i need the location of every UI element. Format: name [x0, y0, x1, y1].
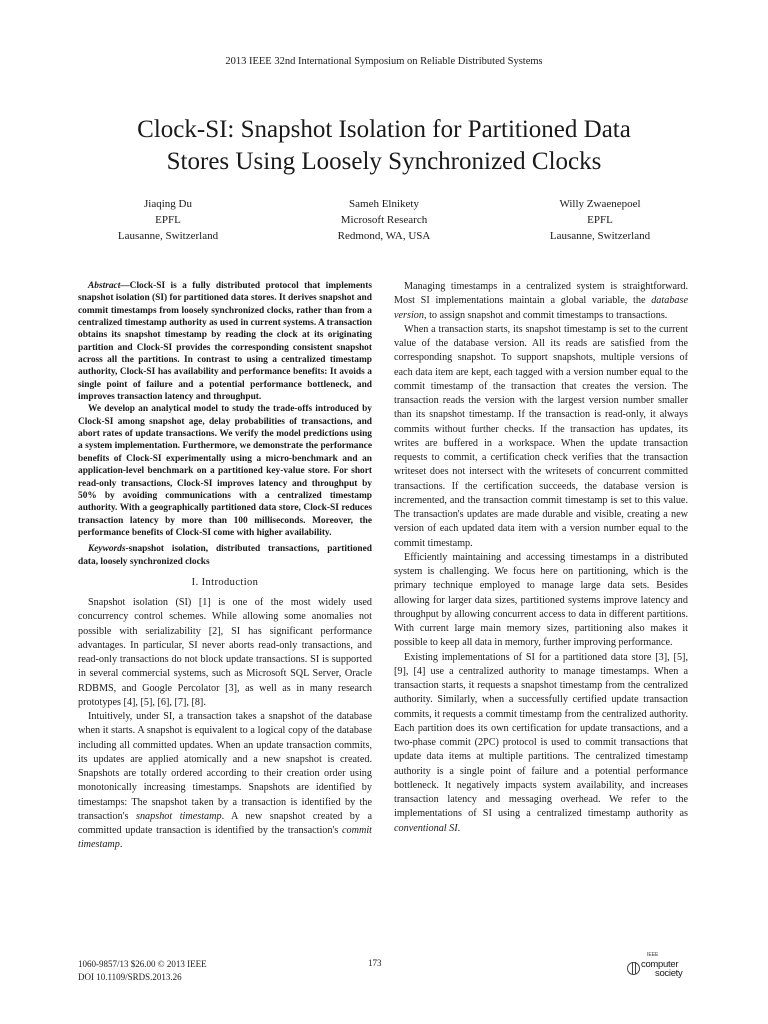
- author-affiliation: EPFL: [587, 214, 613, 226]
- page-number: 173: [368, 958, 382, 968]
- title-line-2: Stores Using Loosely Synchronized Clocks: [166, 148, 602, 175]
- intro-paragraph-1: Snapshot isolation (SI) [1] is one of the most widely used concurrency control schemes. While allowing some anomalies not possible with serializability [2], SI has significant performance advantages. In particular, SI never aborts read-only transactions, and read-only transactions do not block update transactions. SI is supported in several commercial systems, such as Microsoft SQL Server, Oracle RDBMS, and Google Percolator [3], as well as in many research prototypes [4], [5], [6], [7], [8].: [78, 597, 372, 708]
- author-location: Lausanne, Switzerland: [117, 230, 219, 242]
- footer-copyright: [78, 958, 207, 984]
- logo-text-line-1: computer: [641, 959, 679, 970]
- conference-header: 2013 IEEE 32nd International Symposium on Reliable Distributed Systems: [225, 56, 543, 67]
- author-3: [492, 196, 708, 244]
- logo-ieee-text: IEEE: [647, 952, 659, 958]
- author-name: Jiaqing Du: [144, 198, 192, 210]
- author-block: [60, 196, 708, 244]
- section-heading-introduction: I. Introduction: [191, 576, 259, 588]
- author-location: Lausanne, Switzerland: [549, 230, 651, 242]
- keywords: Keywords-snapshot isolation, distributed transactions, partitioned data, loosely synchronized clocks: [78, 544, 372, 567]
- globe-icon: [627, 962, 640, 975]
- title-line-1: Clock-SI: Snapshot Isolation for Partitioned Data: [137, 116, 631, 143]
- abstract-label: Abstract: [88, 281, 121, 291]
- author-1: [60, 196, 276, 244]
- right-column: [394, 280, 688, 836]
- intro-paragraph-2: Intuitively, under SI, a transaction takes a snapshot of the database when it starts. A snapshot is equivalent to a logical copy of the database including all committed updates. When an update transaction commits, its updates are applied atomically and a new snapshot is created. Snapshots are totally ordered according to their creation order using monotonically increasing timestamps. Snapshots are identified by timestamps: The snapshot taken by a transaction is identified by the transaction's snapshot timestamp. A new snapshot created by a committed update transaction is identified by the transaction's commit timestamp.: [78, 711, 372, 851]
- paper-title: [0, 114, 768, 178]
- author-affiliation: Microsoft Research: [340, 214, 428, 226]
- ieee-computer-society-logo: [625, 952, 685, 984]
- body-paragraph-4: Existing implementations of SI for a partitioned data store [3], [5], [9], [4] use a centralized authority to manage timestamps. When a transaction starts, it requests a snapshot timestamp from the centralized authority. Similarly, when a successfully certified update transaction commits, it requests a commit timestamp from the centralized authority. Each partition does its own certification for update transactions, and a two-phase commit (2PC) protocol is used to commit transactions that update data items at multiple partitions. The centralized timestamp authority is a single point of failure and a potential performance bottleneck. It negatively impacts system availability, and increases transaction latency and messaging overhead. We refer to the implementations of SI using a centralized timestamp authority as conventional SI.: [394, 651, 688, 834]
- logo-text-line-2: society: [655, 968, 683, 979]
- author-location: Redmond, WA, USA: [337, 230, 431, 242]
- author-name: Willy Zwaenepoel: [559, 198, 641, 210]
- body-paragraph-2: When a transaction starts, its snapshot timestamp is set to the current value of the database version. All its reads are satisfied from the corresponding snapshot. To support snapshots, multiple versions of each data item are kept, each tagged with a version number equal to the commit timestamp of the transaction that creates the version. The transaction reads the version with the largest version number smaller than its snapshot timestamp. If the transaction is read-only, it always commits without further checks. If the transaction has updates, its writes are buffered in a workspace. When the update transaction requests to commit, a certification check verifies that the transaction writeset does not intersect with the writesets of concurrent committed transactions. If the certification succeeds, the database version is incremented, and the transaction commit timestamp is set to this value. The transaction's updates are made durable and visible, creating a new version of each updated data item with a version number equal to the commit timestamp.: [394, 323, 688, 549]
- author-name: Sameh Elnikety: [349, 198, 419, 210]
- abstract-paragraph-1: Abstract—Clock-SI is a fully distributed protocol that implements snapshot isolation (SI) for partitioned data stores. It derives snapshot and commit timestamps from loosely synchronized clocks, rather than from a centralized timestamp authority as used in current systems. A transaction obtains its snapshot timestamp by reading the clock at its originating partition and Clock-SI provides the corresponding consistent snapshot across all the partitions. In contrast to using a centralized timestamp authority, Clock-SI has availability and performance benefits: It avoids a single point of failure and a potential performance bottleneck, and improves transaction latency and throughput.: [78, 281, 372, 403]
- keywords-label: Keywords: [88, 544, 126, 555]
- author-2: [276, 196, 492, 244]
- body-paragraph-3: Efficiently maintaining and accessing timestamps in a distributed system is challenging. We focus here on partitioning, which is the primary technique employed to manage large data sets. Besides allowing for larger data sizes, partitioned systems improve latency and throughput by allowing concurrent access to data in different partitions. With current large main memory sizes, partitioning also makes it possible to keep all data in memory, further improving performance.: [394, 551, 688, 649]
- author-affiliation: EPFL: [155, 214, 181, 226]
- footer-price-line: 1060-9857/13 $26.00 © 2013 IEEE: [78, 959, 207, 969]
- abstract: [78, 280, 372, 539]
- left-column: [78, 280, 372, 853]
- abstract-paragraph-2: We develop an analytical model to study the trade-offs introduced by Clock-SI among snapshot age, delay probabilities of transactions, and abort rates of update transactions. We verify the model predictions using a system implementation. Furthermore, we demonstrate the performance benefits of Clock-SI experimentally using a micro-benchmark and an application-level benchmark on a partitioned key-value store. For short read-only transactions, Clock-SI improves latency and throughput by 50% by avoiding communications with a centralized timestamp authority. With a geographically partitioned data store, Clock-SI reduces transaction latency by more than 100 milliseconds. Moreover, the performance benefits of Clock-SI come with higher availability.: [78, 404, 372, 538]
- body-paragraph-1: Managing timestamps in a centralized system is straightforward. Most SI implementations maintain a global variable, the database version, to assign snapshot and commit timestamps to transactions.: [394, 281, 688, 321]
- footer-doi: DOI 10.1109/SRDS.2013.26: [78, 972, 182, 982]
